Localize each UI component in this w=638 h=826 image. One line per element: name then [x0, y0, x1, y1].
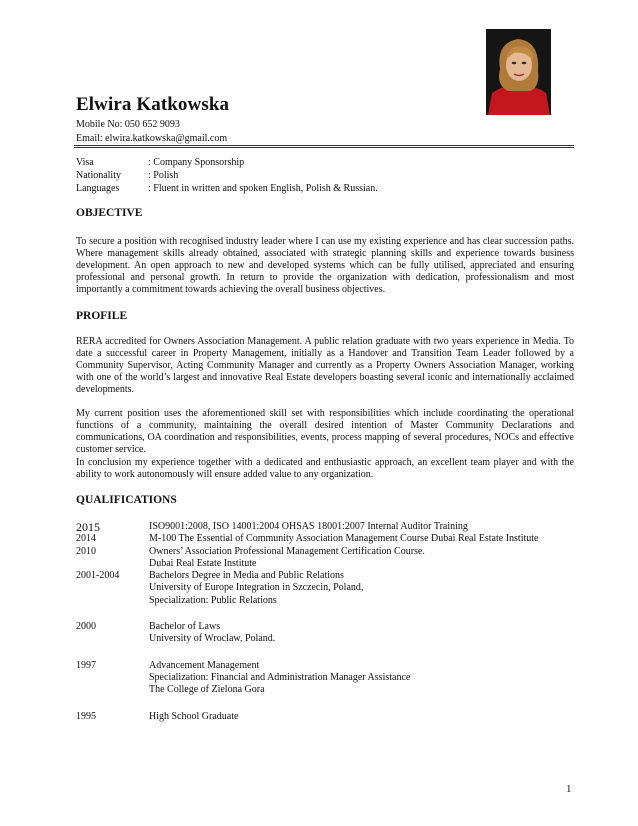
objective-heading: OBJECTIVE [76, 207, 143, 219]
qualification-text: University of Europe Integration in Szczecin, Poland, [149, 582, 364, 594]
qualification-text: High School Graduate [149, 710, 239, 722]
email-address: Email: elwira.katkowska@gmail.com [76, 133, 228, 144]
profile-photo [486, 29, 551, 115]
info-value: : Polish [148, 170, 179, 182]
qualification-text: M-100 The Essential of Community Association Management Course Dubai Real Estate Institute [149, 533, 539, 545]
qualification-year: 1995 [76, 710, 96, 722]
qualification-year: 2001-2004 [76, 570, 120, 582]
profile-paragraph-1: RERA accredited for Owners Association Management. A public relation graduate with two years experience in Media. To date a successful career in Property Management, initially as a Handover and Transition Team Leader followed by a Community Supervisor, Acting Community Manager and currently as a Property Owners Association Manager, working with one of the world’s largest and innovative Real Estate developers boasting several iconic and internationally acclaimed developments. [76, 336, 574, 396]
qualification-text: Advancement Management [149, 659, 260, 671]
qualification-text: Bachelors Degree in Media and Public Relations [149, 570, 344, 582]
qualification-text: Dubai Real Estate Institute [149, 557, 257, 569]
info-label: Nationality [76, 170, 121, 182]
qualification-year: 1997 [76, 659, 96, 671]
qualification-text: Specialization: Public Relations [149, 594, 277, 606]
info-label: Visa [76, 157, 94, 168]
portrait-image [486, 29, 551, 115]
candidate-name: Elwira Katkowska [76, 94, 230, 115]
qualification-text: University of Wroclaw, Poland. [149, 633, 276, 645]
qualifications-heading: QUALIFICATIONS [76, 494, 177, 506]
mobile-number: Mobile No: 050 652 9093 [76, 119, 180, 130]
qualification-text: Specialization: Financial and Administration Manager Assistance [149, 671, 411, 683]
profile-paragraph-3: In conclusion my experience together with a dedicated and enthusiastic approach, an excellent team player and with the ability to work autonomously will ensure added value to any organization. [76, 457, 574, 481]
page-number: 1 [566, 783, 572, 795]
qualification-year: 2014 [76, 533, 96, 545]
qualification-text: The College of Zielona Gora [149, 684, 265, 696]
qualification-text: Owners’ Association Professional Management Certification Course. [149, 545, 425, 557]
qualification-text: ISO9001:2008, ISO 14001:2004 OHSAS 18001:2007 Internal Auditor Training [149, 521, 468, 532]
info-value: : Company Sponsorship [148, 157, 245, 168]
header-divider [74, 145, 574, 148]
info-value: : Fluent in written and spoken English, Polish & Russian. [148, 183, 378, 195]
qualification-year: 2010 [76, 545, 96, 557]
qualification-year: 2015 [76, 520, 100, 534]
profile-paragraph-2: My current position uses the aforementioned skill set with responsibilities which include coordinating the operational functions of a community, maintaining the overall desired intention of Master Community Declarations and communications, OA coordination and responsibilities, events, process mapping of several procedures, NOCs and effective customer service. [76, 408, 574, 456]
objective-text: To secure a position with recognised industry leader where I can use my existing experience and has clear succession paths. Where management skills already obtained, associated with strategic planning skills and experience towards business development. An open approach to new and developed systems which can be fully utilised, appreciated and ensuring professional and personal growth. In return to provide the organization with dedication, professionalism and most importantly a commitment towards achieving the overall business objectives. [76, 236, 574, 296]
info-label: Languages [76, 183, 120, 195]
qualification-text: Bachelor of Laws [149, 621, 221, 633]
qualification-year: 2000 [76, 621, 96, 633]
profile-heading: PROFILE [76, 310, 128, 322]
